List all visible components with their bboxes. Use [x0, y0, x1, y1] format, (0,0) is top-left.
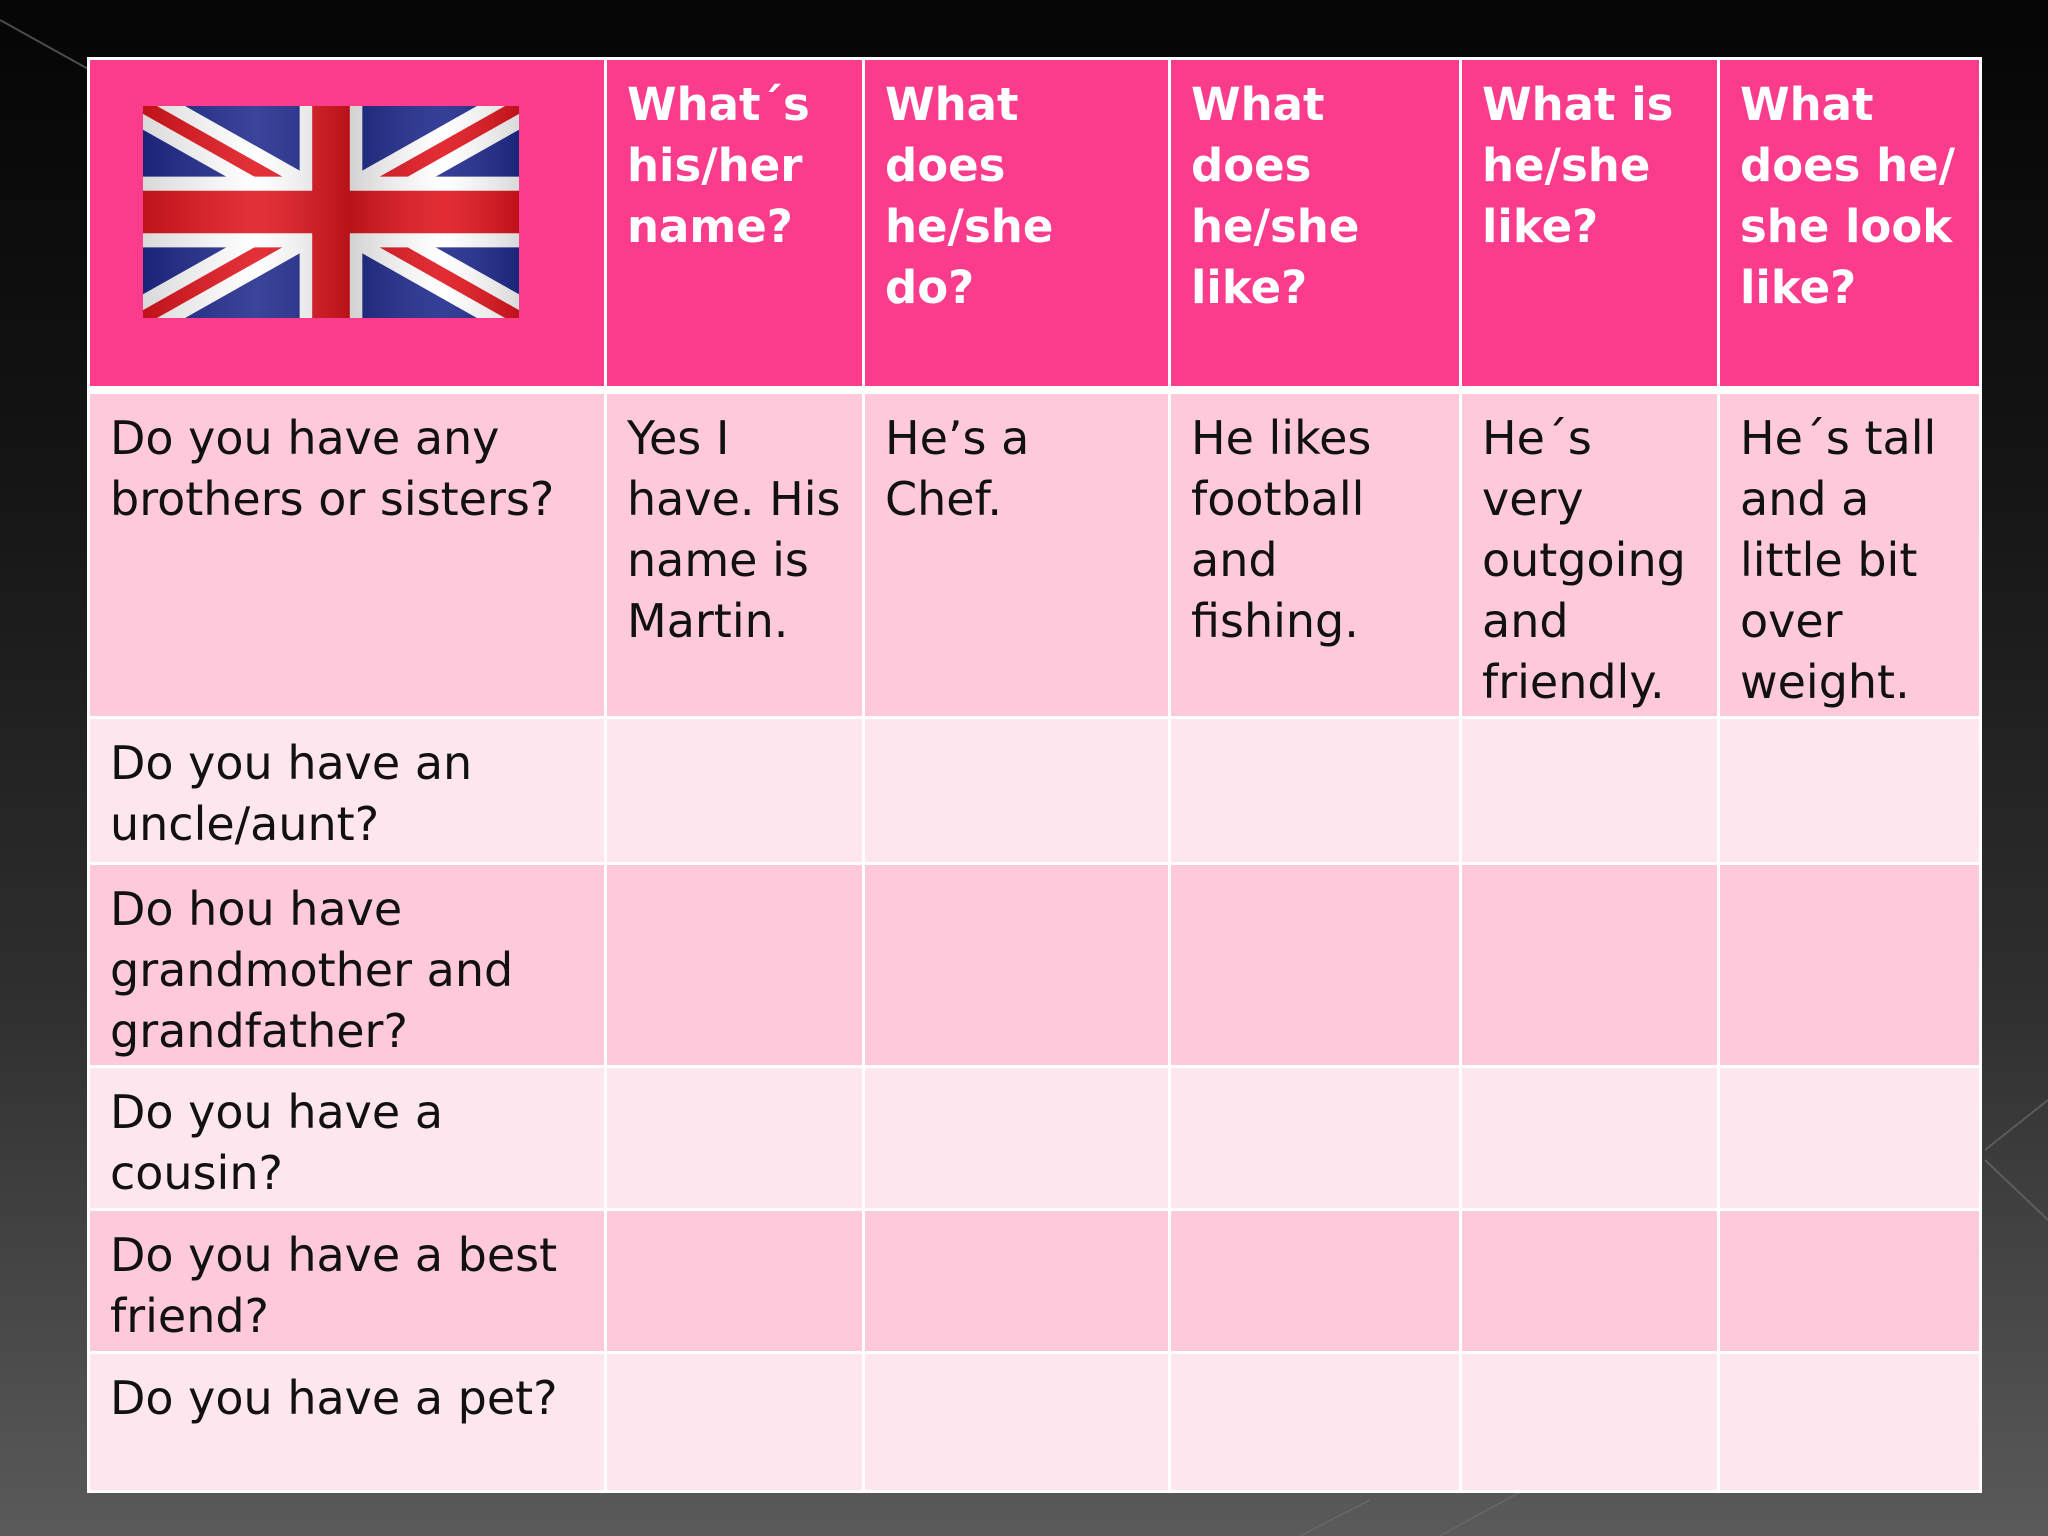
answer-cell: [1461, 718, 1719, 864]
answer-cell: [1719, 864, 1981, 1067]
column-header-appearance: What does he/ she look like?: [1719, 59, 1981, 390]
answer-cell: [606, 1353, 864, 1492]
answer-cell: [1719, 1353, 1981, 1492]
answer-cell: [1461, 864, 1719, 1067]
answer-cell: [1170, 1353, 1461, 1492]
answer-cell: [606, 864, 864, 1067]
answer-cell: [864, 1067, 1170, 1210]
row-question: Do you have a pet?: [89, 1353, 606, 1492]
column-header-job: What does he/she do?: [864, 59, 1170, 390]
answer-cell: [1170, 1067, 1461, 1210]
answer-cell: [1461, 1067, 1719, 1210]
table-row: [89, 718, 1981, 864]
answer-cell: He likes football and fishing.: [1170, 390, 1461, 718]
row-question: Do hou have grandmother and grandfather?: [89, 864, 606, 1067]
answer-cell: [1170, 864, 1461, 1067]
table-row: [89, 1210, 1981, 1353]
table-row: [89, 1353, 1981, 1492]
answer-cell: [606, 1210, 864, 1353]
table-row: [89, 1067, 1981, 1210]
union-jack-flag-icon: [143, 106, 519, 318]
answer-cell: [1461, 1353, 1719, 1492]
answer-cell: [606, 718, 864, 864]
answer-cell: [1719, 1067, 1981, 1210]
row-question: Do you have an uncle/aunt?: [89, 718, 606, 864]
answer-cell: He´s very outgoing and friendly.: [1461, 390, 1719, 718]
header-row: [89, 59, 1981, 390]
answer-cell: He’s a Chef.: [864, 390, 1170, 718]
answer-cell: [1461, 1210, 1719, 1353]
answer-cell: [1719, 1210, 1981, 1353]
family-questions-table: [87, 57, 1982, 1493]
answer-cell: [606, 1067, 864, 1210]
answer-cell: [864, 718, 1170, 864]
answer-cell: [864, 1210, 1170, 1353]
row-question: Do you have any brothers or sisters?: [89, 390, 606, 718]
answer-cell: [1719, 718, 1981, 864]
column-header-personality: What is he/she like?: [1461, 59, 1719, 390]
table-row: [89, 390, 1981, 718]
table-row: [89, 864, 1981, 1067]
column-header-likes: What does he/she like?: [1170, 59, 1461, 390]
answer-cell: Yes I have. His name is Martin.: [606, 390, 864, 718]
answer-cell: He´s tall and a little bit over weight.: [1719, 390, 1981, 718]
answer-cell: [864, 864, 1170, 1067]
answer-cell: [864, 1353, 1170, 1492]
column-header-name: What´s his/her name?: [606, 59, 864, 390]
row-question: Do you have a best friend?: [89, 1210, 606, 1353]
answer-cell: [1170, 1210, 1461, 1353]
row-question: Do you have a cousin?: [89, 1067, 606, 1210]
flag-header-cell: [89, 59, 606, 390]
answer-cell: [1170, 718, 1461, 864]
